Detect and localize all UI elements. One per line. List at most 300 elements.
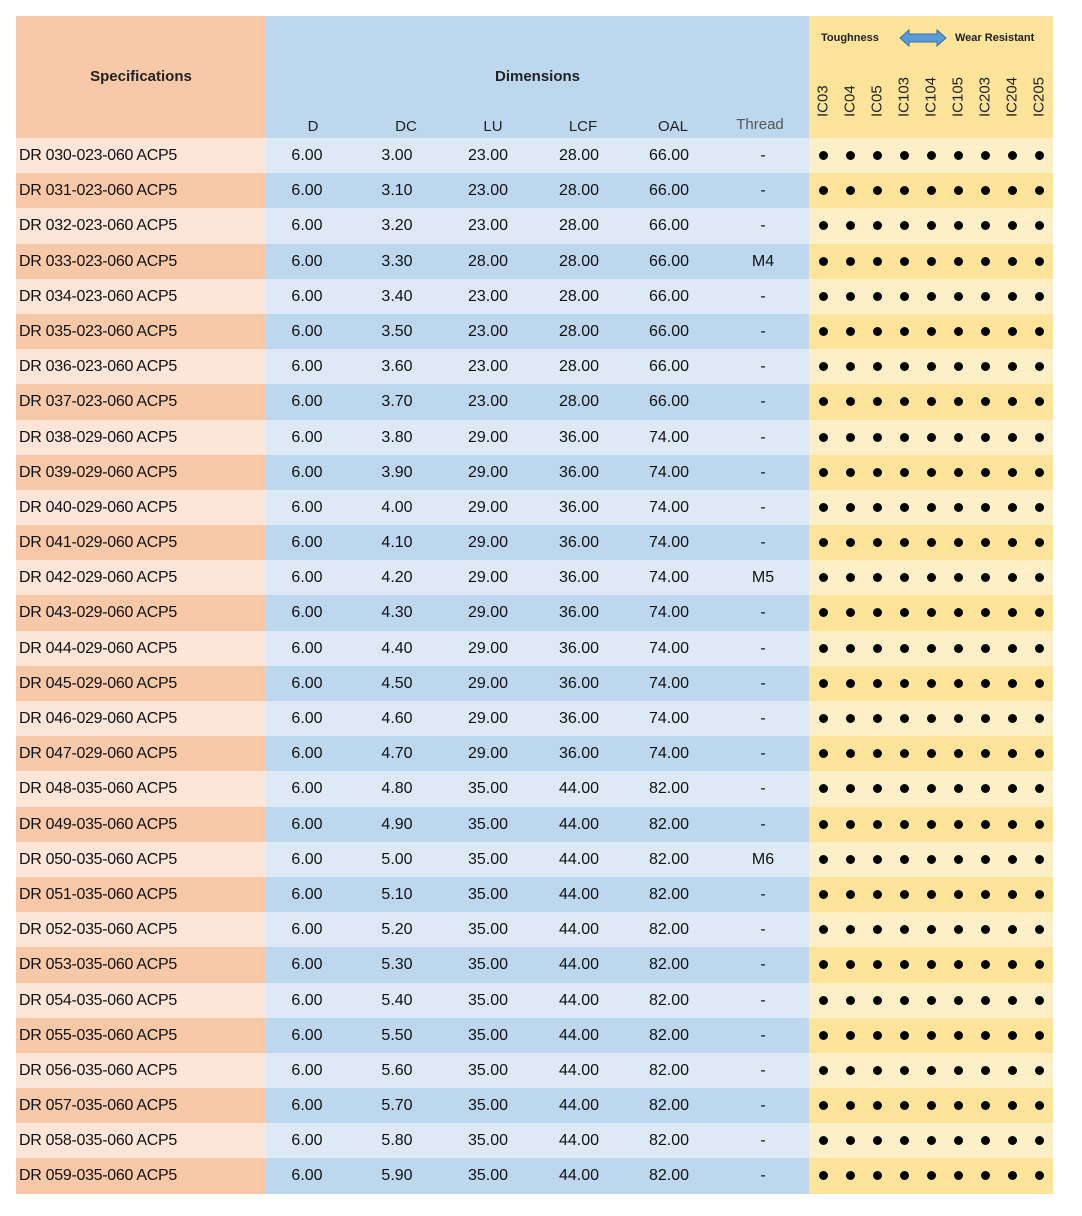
col-header-oal: OAL xyxy=(657,118,688,135)
value-lu: 35.00 xyxy=(467,1132,509,1150)
filled-dot-icon xyxy=(819,1031,828,1040)
value-lcf: 28.00 xyxy=(558,393,600,411)
value-d: 6.00 xyxy=(291,569,323,587)
value-oal: 74.00 xyxy=(648,463,690,481)
dimensions-cell xyxy=(266,1158,809,1193)
filled-dot-icon xyxy=(927,257,936,266)
value-lu: 35.00 xyxy=(467,921,509,939)
filled-dot-icon xyxy=(927,362,936,371)
value-lcf: 28.00 xyxy=(558,287,600,305)
value-dc: 3.30 xyxy=(381,252,413,270)
table-row xyxy=(16,983,1053,1018)
filled-dot-icon xyxy=(819,503,828,512)
filled-dot-icon xyxy=(954,397,963,406)
filled-dot-icon xyxy=(846,679,855,688)
value-oal: 66.00 xyxy=(648,217,690,235)
value-lcf: 28.00 xyxy=(558,217,600,235)
spec-cell xyxy=(16,384,266,419)
filled-dot-icon xyxy=(1008,151,1017,160)
filled-dot-icon xyxy=(981,820,990,829)
value-d: 6.00 xyxy=(291,639,323,657)
value-oal: 74.00 xyxy=(648,710,690,727)
dimensions-cell xyxy=(266,314,809,349)
filled-dot-icon xyxy=(846,1136,855,1145)
value-lu: 23.00 xyxy=(467,217,509,235)
value-thread: - xyxy=(760,322,766,340)
grades-cell xyxy=(809,666,1053,701)
value-d: 6.00 xyxy=(291,710,323,727)
value-dc: 4.70 xyxy=(381,745,413,763)
filled-dot-icon xyxy=(846,151,855,160)
filled-dot-icon xyxy=(1035,925,1044,934)
filled-dot-icon xyxy=(900,890,909,899)
value-dc: 3.40 xyxy=(381,287,413,305)
filled-dot-icon xyxy=(846,1031,855,1040)
filled-dot-icon xyxy=(981,257,990,266)
filled-dot-icon xyxy=(900,820,909,829)
filled-dot-icon xyxy=(900,1171,909,1180)
filled-dot-icon xyxy=(954,960,963,969)
filled-dot-icon xyxy=(900,327,909,336)
dimensions-cell xyxy=(266,1018,809,1053)
value-d: 6.00 xyxy=(291,217,323,235)
filled-dot-icon xyxy=(873,1136,882,1145)
filled-dot-icon xyxy=(954,503,963,512)
filled-dot-icon xyxy=(900,468,909,477)
dimensions-cell xyxy=(266,771,809,806)
filled-dot-icon xyxy=(1008,1031,1017,1040)
spec-code: DR 059-035-060 ACP5 xyxy=(19,1167,177,1185)
value-oal: 82.00 xyxy=(648,921,690,939)
spec-code: DR 051-035-060 ACP5 xyxy=(19,885,177,903)
value-d: 6.00 xyxy=(291,393,323,411)
value-thread: M4 xyxy=(751,252,775,270)
grades-cell xyxy=(809,384,1053,419)
filled-dot-icon xyxy=(954,820,963,829)
filled-dot-icon xyxy=(873,362,882,371)
value-thread: - xyxy=(760,991,766,1009)
value-d: 6.00 xyxy=(291,815,323,833)
filled-dot-icon xyxy=(900,538,909,547)
filled-dot-icon xyxy=(981,397,990,406)
grades-cell xyxy=(809,314,1053,349)
filled-dot-icon xyxy=(927,503,936,512)
spec-cell xyxy=(16,455,266,490)
value-lu: 35.00 xyxy=(467,1097,509,1115)
table-row xyxy=(16,877,1053,912)
value-lu: 29.00 xyxy=(467,745,509,763)
spec-code: DR 039-029-060 ACP5 xyxy=(19,463,177,481)
spec-cell xyxy=(16,595,266,630)
filled-dot-icon xyxy=(927,1031,936,1040)
value-lcf: 28.00 xyxy=(558,358,600,376)
filled-dot-icon xyxy=(1035,362,1044,371)
double-arrow-icon xyxy=(899,29,947,47)
filled-dot-icon xyxy=(927,749,936,758)
value-dc: 5.20 xyxy=(381,921,413,939)
value-dc: 4.20 xyxy=(381,569,413,587)
table-row xyxy=(16,208,1053,243)
value-oal: 66.00 xyxy=(648,182,690,200)
value-d: 6.00 xyxy=(291,674,323,692)
filled-dot-icon xyxy=(954,257,963,266)
value-d: 6.00 xyxy=(291,1061,323,1079)
grades-cell xyxy=(809,244,1053,279)
grade-header-ic204 xyxy=(1002,74,1022,134)
filled-dot-icon xyxy=(1035,784,1044,793)
spec-cell xyxy=(16,877,266,912)
filled-dot-icon xyxy=(900,679,909,688)
value-lcf: 36.00 xyxy=(558,463,600,481)
table-row xyxy=(16,384,1053,419)
value-lu: 35.00 xyxy=(467,1167,509,1185)
value-thread: M5 xyxy=(751,569,775,587)
filled-dot-icon xyxy=(1008,996,1017,1005)
filled-dot-icon xyxy=(846,433,855,442)
spec-code: DR 034-023-060 ACP5 xyxy=(19,287,177,305)
value-thread: - xyxy=(760,1097,766,1115)
filled-dot-icon xyxy=(927,644,936,653)
value-d: 6.00 xyxy=(291,182,323,200)
filled-dot-icon xyxy=(819,538,828,547)
filled-dot-icon xyxy=(981,749,990,758)
value-lcf: 44.00 xyxy=(558,991,600,1009)
filled-dot-icon xyxy=(846,925,855,934)
table-row xyxy=(16,736,1053,771)
grades-cell xyxy=(809,983,1053,1018)
spec-cell xyxy=(16,701,266,736)
table-row xyxy=(16,420,1053,455)
grades-cell xyxy=(809,1088,1053,1123)
spec-code: DR 040-029-060 ACP5 xyxy=(19,498,177,516)
value-oal: 82.00 xyxy=(648,885,690,903)
filled-dot-icon xyxy=(900,257,909,266)
filled-dot-icon xyxy=(927,714,936,723)
filled-dot-icon xyxy=(954,608,963,617)
grades-cell xyxy=(809,490,1053,525)
spec-code: DR 052-035-060 ACP5 xyxy=(19,921,177,939)
value-lu: 23.00 xyxy=(467,322,509,340)
spec-cell xyxy=(16,983,266,1018)
grade-header-ic104 xyxy=(921,74,941,134)
filled-dot-icon xyxy=(1035,1031,1044,1040)
value-lcf: 36.00 xyxy=(558,498,600,516)
value-thread: M6 xyxy=(751,850,775,868)
value-oal: 82.00 xyxy=(648,1061,690,1079)
table-row xyxy=(16,666,1053,701)
filled-dot-icon xyxy=(927,855,936,864)
spec-code: DR 044-029-060 ACP5 xyxy=(19,639,177,657)
filled-dot-icon xyxy=(981,327,990,336)
grades-cell xyxy=(809,1158,1053,1193)
filled-dot-icon xyxy=(981,362,990,371)
grades-cell xyxy=(809,595,1053,630)
value-lu: 29.00 xyxy=(467,674,509,692)
table-row xyxy=(16,1018,1053,1053)
filled-dot-icon xyxy=(927,221,936,230)
value-lcf: 28.00 xyxy=(558,322,600,340)
value-lcf: 36.00 xyxy=(558,710,600,727)
filled-dot-icon xyxy=(954,996,963,1005)
value-d: 6.00 xyxy=(291,921,323,939)
value-thread: - xyxy=(760,815,766,833)
value-d: 6.00 xyxy=(291,991,323,1009)
filled-dot-icon xyxy=(900,855,909,864)
filled-dot-icon xyxy=(1008,433,1017,442)
dimensions-cell xyxy=(266,525,809,560)
value-d: 6.00 xyxy=(291,322,323,340)
filled-dot-icon xyxy=(819,1101,828,1110)
value-d: 6.00 xyxy=(291,1132,323,1150)
value-oal: 66.00 xyxy=(648,358,690,376)
wear-resistant-label: Wear Resistant xyxy=(955,32,1035,44)
filled-dot-icon xyxy=(873,1101,882,1110)
filled-dot-icon xyxy=(1008,820,1017,829)
grades-cell xyxy=(809,912,1053,947)
filled-dot-icon xyxy=(819,714,828,723)
filled-dot-icon xyxy=(981,996,990,1005)
filled-dot-icon xyxy=(1008,538,1017,547)
value-lu: 35.00 xyxy=(467,850,509,868)
table-header xyxy=(16,16,1053,138)
filled-dot-icon xyxy=(1035,221,1044,230)
filled-dot-icon xyxy=(927,327,936,336)
filled-dot-icon xyxy=(900,960,909,969)
filled-dot-icon xyxy=(981,960,990,969)
dimensions-cell xyxy=(266,455,809,490)
filled-dot-icon xyxy=(1035,855,1044,864)
value-lcf: 36.00 xyxy=(558,569,600,587)
filled-dot-icon xyxy=(1008,327,1017,336)
table-row xyxy=(16,912,1053,947)
value-lcf: 28.00 xyxy=(558,182,600,200)
value-thread: - xyxy=(760,428,766,446)
value-dc: 3.70 xyxy=(381,393,413,411)
filled-dot-icon xyxy=(981,538,990,547)
filled-dot-icon xyxy=(927,397,936,406)
filled-dot-icon xyxy=(900,151,909,160)
filled-dot-icon xyxy=(927,784,936,793)
spec-code: DR 055-035-060 ACP5 xyxy=(19,1026,177,1044)
filled-dot-icon xyxy=(954,362,963,371)
filled-dot-icon xyxy=(900,1066,909,1075)
value-oal: 74.00 xyxy=(648,674,690,692)
filled-dot-icon xyxy=(1008,503,1017,512)
filled-dot-icon xyxy=(873,292,882,301)
value-thread: - xyxy=(760,639,766,657)
filled-dot-icon xyxy=(846,960,855,969)
filled-dot-icon xyxy=(846,1171,855,1180)
grades-cell xyxy=(809,842,1053,877)
filled-dot-icon xyxy=(900,1031,909,1040)
dimensions-cell xyxy=(266,631,809,666)
value-dc: 5.10 xyxy=(381,885,413,903)
filled-dot-icon xyxy=(981,855,990,864)
filled-dot-icon xyxy=(819,784,828,793)
value-dc: 5.40 xyxy=(381,991,413,1009)
filled-dot-icon xyxy=(1008,573,1017,582)
spec-cell xyxy=(16,771,266,806)
filled-dot-icon xyxy=(819,749,828,758)
dimensions-cell xyxy=(266,349,809,384)
grade-header-ic04 xyxy=(840,74,860,134)
grades-cell xyxy=(809,631,1053,666)
filled-dot-icon xyxy=(873,925,882,934)
value-dc: 4.80 xyxy=(381,780,413,798)
filled-dot-icon xyxy=(819,820,828,829)
filled-dot-icon xyxy=(819,573,828,582)
value-lcf: 44.00 xyxy=(558,1026,600,1044)
table-row xyxy=(16,314,1053,349)
filled-dot-icon xyxy=(900,784,909,793)
filled-dot-icon xyxy=(1035,186,1044,195)
spec-cell xyxy=(16,736,266,771)
value-lu: 29.00 xyxy=(467,710,509,727)
table-row xyxy=(16,595,1053,630)
table-row xyxy=(16,349,1053,384)
value-dc: 3.90 xyxy=(381,463,413,481)
grades-cell xyxy=(809,701,1053,736)
table-row xyxy=(16,279,1053,314)
filled-dot-icon xyxy=(1008,784,1017,793)
filled-dot-icon xyxy=(900,221,909,230)
filled-dot-icon xyxy=(1035,503,1044,512)
dimensions-cell xyxy=(266,701,809,736)
value-d: 6.00 xyxy=(291,463,323,481)
filled-dot-icon xyxy=(900,397,909,406)
dimensions-cell xyxy=(266,807,809,842)
filled-dot-icon xyxy=(1008,925,1017,934)
value-d: 6.00 xyxy=(291,885,323,903)
table-row xyxy=(16,490,1053,525)
filled-dot-icon xyxy=(846,1066,855,1075)
filled-dot-icon xyxy=(1008,1136,1017,1145)
value-d: 6.00 xyxy=(291,1097,323,1115)
filled-dot-icon xyxy=(927,960,936,969)
table-row xyxy=(16,1123,1053,1158)
value-d: 6.00 xyxy=(291,956,323,974)
dimensions-cell xyxy=(266,384,809,419)
value-lu: 35.00 xyxy=(467,815,509,833)
filled-dot-icon xyxy=(927,1066,936,1075)
spec-code: DR 041-029-060 ACP5 xyxy=(19,534,177,552)
filled-dot-icon xyxy=(1008,1066,1017,1075)
filled-dot-icon xyxy=(1008,608,1017,617)
filled-dot-icon xyxy=(954,679,963,688)
value-oal: 74.00 xyxy=(648,569,690,587)
value-thread: - xyxy=(760,393,766,411)
spec-code: DR 032-023-060 ACP5 xyxy=(19,217,177,235)
spec-cell xyxy=(16,807,266,842)
filled-dot-icon xyxy=(954,1136,963,1145)
filled-dot-icon xyxy=(1035,1101,1044,1110)
filled-dot-icon xyxy=(846,186,855,195)
value-lu: 29.00 xyxy=(467,428,509,446)
filled-dot-icon xyxy=(873,855,882,864)
spec-code: DR 038-029-060 ACP5 xyxy=(19,428,177,446)
value-dc: 5.80 xyxy=(381,1132,413,1150)
value-dc: 4.40 xyxy=(381,639,413,657)
filled-dot-icon xyxy=(1035,292,1044,301)
value-lcf: 44.00 xyxy=(558,956,600,974)
filled-dot-icon xyxy=(927,1171,936,1180)
spec-cell xyxy=(16,138,266,173)
filled-dot-icon xyxy=(819,1136,828,1145)
filled-dot-icon xyxy=(846,397,855,406)
filled-dot-icon xyxy=(846,714,855,723)
filled-dot-icon xyxy=(846,573,855,582)
value-dc: 3.50 xyxy=(381,322,413,340)
spec-code: DR 031-023-060 ACP5 xyxy=(19,182,177,200)
spec-cell xyxy=(16,631,266,666)
table-row xyxy=(16,701,1053,736)
filled-dot-icon xyxy=(927,151,936,160)
value-dc: 5.70 xyxy=(381,1097,413,1115)
grade-header-ic205 xyxy=(1029,74,1049,134)
value-lu: 29.00 xyxy=(467,604,509,622)
value-dc: 3.20 xyxy=(381,217,413,235)
value-d: 6.00 xyxy=(291,358,323,376)
filled-dot-icon xyxy=(819,1066,828,1075)
filled-dot-icon xyxy=(873,327,882,336)
filled-dot-icon xyxy=(819,644,828,653)
filled-dot-icon xyxy=(927,186,936,195)
filled-dot-icon xyxy=(873,608,882,617)
spec-cell xyxy=(16,666,266,701)
value-thread: - xyxy=(760,604,766,622)
value-dc: 3.00 xyxy=(381,147,413,164)
filled-dot-icon xyxy=(819,608,828,617)
filled-dot-icon xyxy=(819,186,828,195)
grades-cell xyxy=(809,1053,1053,1088)
value-dc: 3.80 xyxy=(381,428,413,446)
table-row xyxy=(16,1088,1053,1123)
filled-dot-icon xyxy=(819,327,828,336)
table-row xyxy=(16,842,1053,877)
filled-dot-icon xyxy=(873,186,882,195)
value-thread: - xyxy=(760,780,766,798)
filled-dot-icon xyxy=(873,714,882,723)
filled-dot-icon xyxy=(873,468,882,477)
spec-code: DR 047-029-060 ACP5 xyxy=(19,745,177,763)
value-oal: 74.00 xyxy=(648,604,690,622)
value-oal: 82.00 xyxy=(648,780,690,798)
filled-dot-icon xyxy=(873,820,882,829)
filled-dot-icon xyxy=(927,925,936,934)
col-header-dc: DC xyxy=(395,118,417,135)
value-oal: 82.00 xyxy=(648,850,690,868)
filled-dot-icon xyxy=(954,1066,963,1075)
value-d: 6.00 xyxy=(291,850,323,868)
value-lcf: 36.00 xyxy=(558,674,600,692)
value-dc: 4.50 xyxy=(381,674,413,692)
value-lu: 23.00 xyxy=(467,147,509,164)
value-thread: - xyxy=(760,182,766,200)
filled-dot-icon xyxy=(900,1101,909,1110)
spec-code: DR 054-035-060 ACP5 xyxy=(19,991,177,1009)
filled-dot-icon xyxy=(1035,749,1044,758)
grades-cell xyxy=(809,736,1053,771)
grade-label: IC204 xyxy=(1003,76,1021,117)
spec-cell xyxy=(16,208,266,243)
filled-dot-icon xyxy=(846,608,855,617)
value-lu: 35.00 xyxy=(467,956,509,974)
filled-dot-icon xyxy=(819,151,828,160)
filled-dot-icon xyxy=(900,714,909,723)
dimensions-cell xyxy=(266,842,809,877)
filled-dot-icon xyxy=(954,1171,963,1180)
filled-dot-icon xyxy=(900,186,909,195)
